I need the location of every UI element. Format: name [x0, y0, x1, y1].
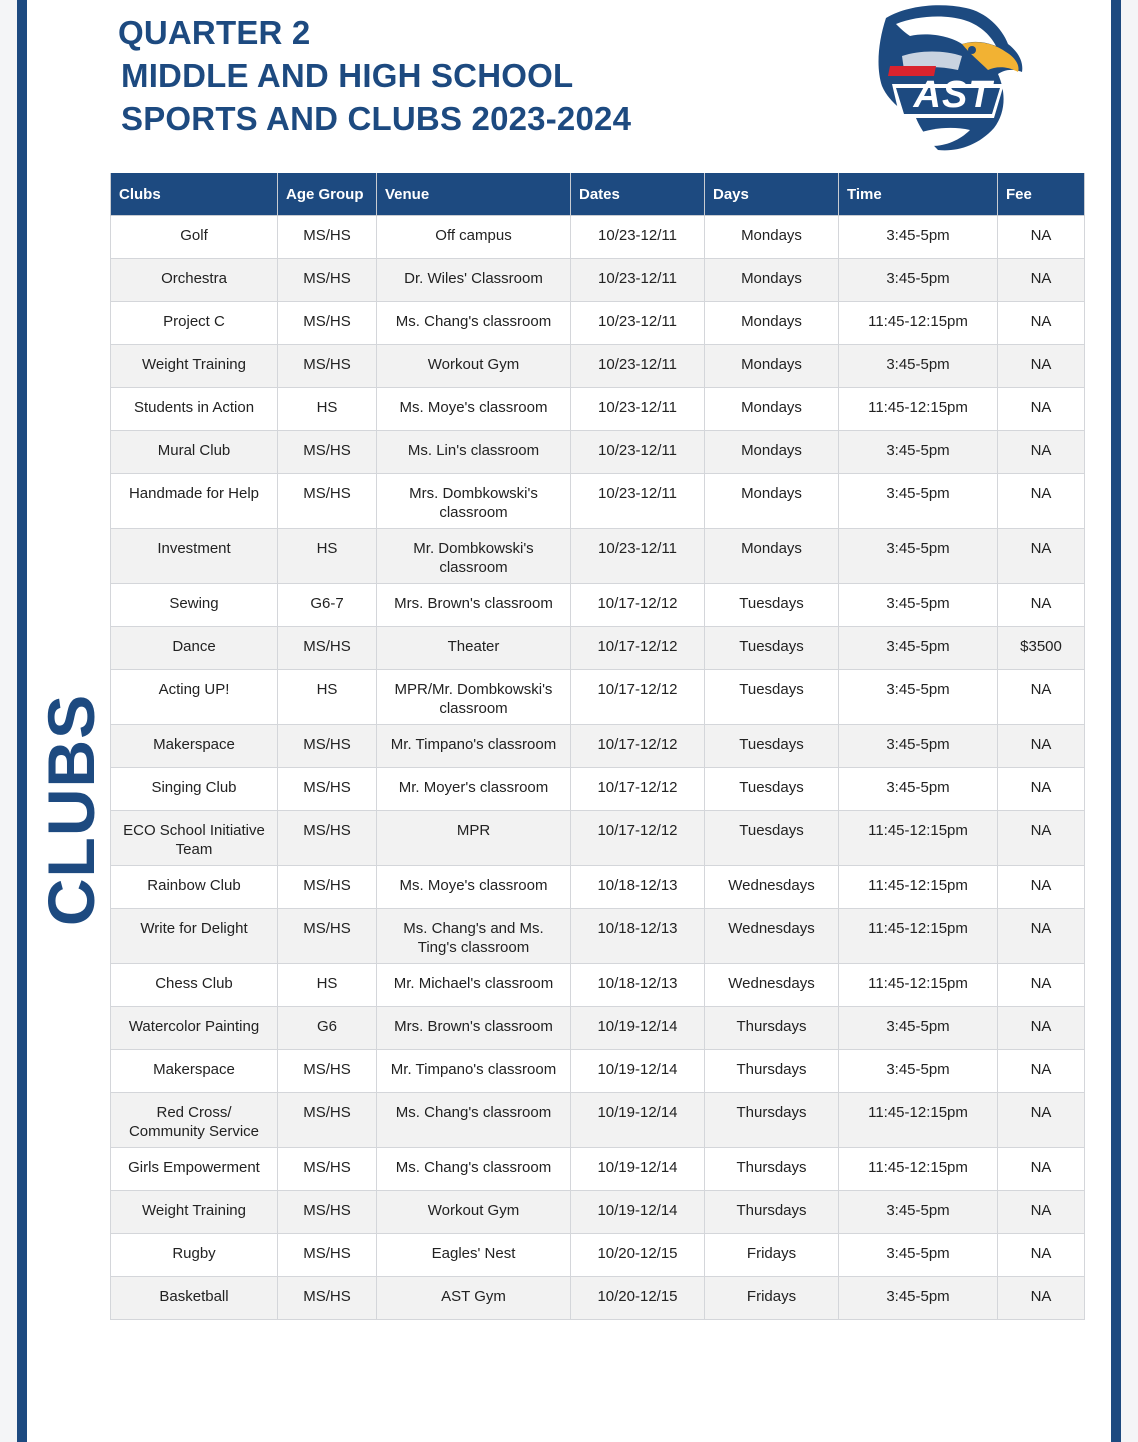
cell-days: Tuesdays	[705, 627, 839, 670]
cell-fee: NA	[998, 1234, 1085, 1277]
cell-dates: 10/23-12/11	[571, 216, 705, 259]
cell-days: Mondays	[705, 474, 839, 529]
cell-club: Singing Club	[111, 768, 278, 811]
table-row	[111, 725, 1085, 768]
cell-age-group: HS	[278, 670, 377, 725]
cell-days: Mondays	[705, 431, 839, 474]
cell-club: Orchestra	[111, 259, 278, 302]
cell-fee: NA	[998, 811, 1085, 866]
table-row	[111, 1050, 1085, 1093]
table-row	[111, 345, 1085, 388]
cell-age-group: MS/HS	[278, 725, 377, 768]
cell-dates: 10/17-12/12	[571, 725, 705, 768]
cell-venue: Mr. Timpano's classroom	[377, 1050, 571, 1093]
cell-club: Rugby	[111, 1234, 278, 1277]
cell-age-group: HS	[278, 388, 377, 431]
cell-venue: Workout Gym	[377, 345, 571, 388]
cell-venue: Ms. Moye's classroom	[377, 866, 571, 909]
cell-fee: NA	[998, 1050, 1085, 1093]
right-border-bar	[1111, 0, 1121, 1442]
cell-fee: NA	[998, 529, 1085, 584]
cell-fee: NA	[998, 964, 1085, 1007]
page-edge-left	[0, 0, 17, 1442]
cell-days: Mondays	[705, 259, 839, 302]
cell-age-group: MS/HS	[278, 431, 377, 474]
cell-days: Tuesdays	[705, 811, 839, 866]
cell-club: Rainbow Club	[111, 866, 278, 909]
cell-time: 3:45-5pm	[839, 584, 998, 627]
cell-fee: NA	[998, 259, 1085, 302]
cell-time: 3:45-5pm	[839, 1007, 998, 1050]
cell-fee: NA	[998, 1148, 1085, 1191]
cell-time: 3:45-5pm	[839, 529, 998, 584]
cell-time: 3:45-5pm	[839, 1277, 998, 1320]
cell-days: Mondays	[705, 529, 839, 584]
title-school: MIDDLE AND HIGH SCHOOL	[121, 57, 574, 94]
table-row	[111, 964, 1085, 1007]
cell-dates: 10/20-12/15	[571, 1234, 705, 1277]
table-row	[111, 529, 1085, 584]
title-quarter: QUARTER 2	[118, 14, 311, 51]
cell-days: Fridays	[705, 1277, 839, 1320]
cell-dates: 10/19-12/14	[571, 1191, 705, 1234]
table-row	[111, 388, 1085, 431]
cell-dates: 10/23-12/11	[571, 259, 705, 302]
cell-days: Fridays	[705, 1234, 839, 1277]
cell-club: Mural Club	[111, 431, 278, 474]
cell-time: 11:45-12:15pm	[839, 909, 998, 964]
cell-age-group: MS/HS	[278, 1191, 377, 1234]
column-header-time: Time	[839, 173, 998, 216]
cell-age-group: HS	[278, 964, 377, 1007]
cell-venue: Ms. Moye's classroom	[377, 388, 571, 431]
cell-days: Thursdays	[705, 1007, 839, 1050]
cell-venue: Mr. Michael's classroom	[377, 964, 571, 1007]
cell-dates: 10/17-12/12	[571, 811, 705, 866]
cell-fee: NA	[998, 1191, 1085, 1234]
left-border-bar	[17, 0, 27, 1442]
cell-dates: 10/18-12/13	[571, 964, 705, 1007]
cell-venue: Mrs. Brown's classroom	[377, 584, 571, 627]
cell-venue: Mr. Timpano's classroom	[377, 725, 571, 768]
cell-club: Dance	[111, 627, 278, 670]
cell-venue: Off campus	[377, 216, 571, 259]
cell-club: Students in Action	[111, 388, 278, 431]
cell-age-group: MS/HS	[278, 811, 377, 866]
cell-fee: NA	[998, 1277, 1085, 1320]
cell-time: 11:45-12:15pm	[839, 1093, 998, 1148]
column-header-days: Days	[705, 173, 839, 216]
cell-fee: NA	[998, 584, 1085, 627]
column-header-venue: Venue	[377, 173, 571, 216]
cell-age-group: MS/HS	[278, 1050, 377, 1093]
cell-time: 3:45-5pm	[839, 1191, 998, 1234]
page-edge-right	[1121, 0, 1138, 1442]
logo-text: AST	[913, 74, 993, 116]
cell-club: Project C	[111, 302, 278, 345]
cell-club: Basketball	[111, 1277, 278, 1320]
cell-age-group: MS/HS	[278, 866, 377, 909]
table-row	[111, 216, 1085, 259]
cell-fee: NA	[998, 866, 1085, 909]
cell-days: Wednesdays	[705, 909, 839, 964]
cell-dates: 10/20-12/15	[571, 1277, 705, 1320]
cell-time: 3:45-5pm	[839, 216, 998, 259]
cell-venue: Mrs. Dombkowski's classroom	[377, 474, 571, 529]
cell-fee: NA	[998, 909, 1085, 964]
cell-time: 3:45-5pm	[839, 670, 998, 725]
cell-time: 11:45-12:15pm	[839, 1148, 998, 1191]
cell-days: Wednesdays	[705, 964, 839, 1007]
cell-age-group: MS/HS	[278, 474, 377, 529]
table-row	[111, 811, 1085, 866]
cell-fee: NA	[998, 216, 1085, 259]
cell-time: 3:45-5pm	[839, 431, 998, 474]
cell-age-group: MS/HS	[278, 1234, 377, 1277]
cell-dates: 10/23-12/11	[571, 474, 705, 529]
cell-club: Chess Club	[111, 964, 278, 1007]
cell-venue: Eagles' Nest	[377, 1234, 571, 1277]
cell-fee: NA	[998, 431, 1085, 474]
cell-venue: Ms. Chang's classroom	[377, 1148, 571, 1191]
cell-venue: Mr. Dombkowski's classroom	[377, 529, 571, 584]
table-row	[111, 1277, 1085, 1320]
table-row	[111, 670, 1085, 725]
cell-dates: 10/17-12/12	[571, 768, 705, 811]
cell-dates: 10/18-12/13	[571, 866, 705, 909]
cell-dates: 10/17-12/12	[571, 670, 705, 725]
cell-fee: NA	[998, 474, 1085, 529]
cell-dates: 10/23-12/11	[571, 529, 705, 584]
cell-days: Tuesdays	[705, 670, 839, 725]
cell-time: 3:45-5pm	[839, 627, 998, 670]
cell-club: Golf	[111, 216, 278, 259]
cell-days: Tuesdays	[705, 768, 839, 811]
cell-days: Mondays	[705, 345, 839, 388]
cell-venue: Mrs. Brown's classroom	[377, 1007, 571, 1050]
table-row	[111, 302, 1085, 345]
cell-venue: Ms. Chang's classroom	[377, 302, 571, 345]
cell-days: Tuesdays	[705, 725, 839, 768]
cell-age-group: MS/HS	[278, 302, 377, 345]
cell-fee: NA	[998, 302, 1085, 345]
cell-club: Makerspace	[111, 1050, 278, 1093]
cell-days: Thursdays	[705, 1093, 839, 1148]
table-row	[111, 259, 1085, 302]
cell-time: 11:45-12:15pm	[839, 811, 998, 866]
cell-days: Thursdays	[705, 1050, 839, 1093]
cell-dates: 10/23-12/11	[571, 302, 705, 345]
cell-fee: NA	[998, 1007, 1085, 1050]
table-row	[111, 1093, 1085, 1148]
table-row	[111, 474, 1085, 529]
cell-dates: 10/17-12/12	[571, 627, 705, 670]
cell-club: ECO School Initiative Team	[111, 811, 278, 866]
cell-dates: 10/19-12/14	[571, 1007, 705, 1050]
cell-dates: 10/18-12/13	[571, 909, 705, 964]
cell-dates: 10/19-12/14	[571, 1093, 705, 1148]
cell-venue: MPR	[377, 811, 571, 866]
cell-time: 3:45-5pm	[839, 345, 998, 388]
cell-age-group: G6-7	[278, 584, 377, 627]
cell-club: Watercolor Painting	[111, 1007, 278, 1050]
cell-days: Wednesdays	[705, 866, 839, 909]
cell-club: Handmade for Help	[111, 474, 278, 529]
cell-venue: Ms. Chang's and Ms. Ting's classroom	[377, 909, 571, 964]
cell-days: Thursdays	[705, 1191, 839, 1234]
cell-age-group: MS/HS	[278, 345, 377, 388]
cell-age-group: MS/HS	[278, 216, 377, 259]
cell-time: 3:45-5pm	[839, 768, 998, 811]
cell-age-group: MS/HS	[278, 768, 377, 811]
cell-fee: NA	[998, 1093, 1085, 1148]
cell-days: Thursdays	[705, 1148, 839, 1191]
column-header-club: Clubs	[111, 173, 278, 216]
cell-age-group: MS/HS	[278, 627, 377, 670]
cell-age-group: MS/HS	[278, 1148, 377, 1191]
table-row	[111, 1234, 1085, 1277]
cell-time: 3:45-5pm	[839, 259, 998, 302]
cell-age-group: MS/HS	[278, 259, 377, 302]
cell-venue: Ms. Lin's classroom	[377, 431, 571, 474]
cell-club: Girls Empowerment	[111, 1148, 278, 1191]
cell-time: 11:45-12:15pm	[839, 388, 998, 431]
cell-venue: AST Gym	[377, 1277, 571, 1320]
cell-age-group: HS	[278, 529, 377, 584]
cell-venue: Mr. Moyer's classroom	[377, 768, 571, 811]
column-header-age-group: Age Group	[278, 173, 377, 216]
table-row	[111, 909, 1085, 964]
cell-time: 3:45-5pm	[839, 1050, 998, 1093]
table-header-row	[111, 173, 1085, 216]
cell-club: Weight Training	[111, 345, 278, 388]
table-row	[111, 431, 1085, 474]
cell-fee: NA	[998, 345, 1085, 388]
cell-venue: MPR/Mr. Dombkowski's classroom	[377, 670, 571, 725]
clubs-table	[110, 173, 1085, 1320]
side-label-text: CLUBS	[34, 693, 109, 927]
cell-club: Write for Delight	[111, 909, 278, 964]
cell-dates: 10/19-12/14	[571, 1148, 705, 1191]
cell-days: Tuesdays	[705, 584, 839, 627]
cell-club: Acting UP!	[111, 670, 278, 725]
cell-time: 3:45-5pm	[839, 474, 998, 529]
column-header-dates: Dates	[571, 173, 705, 216]
table-body	[111, 216, 1085, 1320]
cell-venue: Workout Gym	[377, 1191, 571, 1234]
table-row	[111, 768, 1085, 811]
cell-club: Makerspace	[111, 725, 278, 768]
cell-venue: Theater	[377, 627, 571, 670]
cell-days: Mondays	[705, 216, 839, 259]
cell-time: 11:45-12:15pm	[839, 964, 998, 1007]
cell-fee: NA	[998, 725, 1085, 768]
cell-time: 3:45-5pm	[839, 1234, 998, 1277]
cell-time: 11:45-12:15pm	[839, 302, 998, 345]
cell-dates: 10/23-12/11	[571, 345, 705, 388]
cell-club: Weight Training	[111, 1191, 278, 1234]
table-row	[111, 584, 1085, 627]
cell-dates: 10/19-12/14	[571, 1050, 705, 1093]
cell-time: 11:45-12:15pm	[839, 866, 998, 909]
cell-age-group: MS/HS	[278, 909, 377, 964]
cell-age-group: MS/HS	[278, 1093, 377, 1148]
cell-fee: NA	[998, 388, 1085, 431]
cell-venue: Dr. Wiles' Classroom	[377, 259, 571, 302]
cell-club: Red Cross/ Community Service	[111, 1093, 278, 1148]
cell-club: Investment	[111, 529, 278, 584]
cell-dates: 10/23-12/11	[571, 431, 705, 474]
title-program: SPORTS AND CLUBS 2023-2024	[121, 100, 632, 137]
cell-days: Mondays	[705, 302, 839, 345]
table-row	[111, 627, 1085, 670]
cell-time: 3:45-5pm	[839, 725, 998, 768]
cell-venue: Ms. Chang's classroom	[377, 1093, 571, 1148]
cell-club: Sewing	[111, 584, 278, 627]
cell-fee: NA	[998, 768, 1085, 811]
cell-dates: 10/23-12/11	[571, 388, 705, 431]
cell-age-group: MS/HS	[278, 1277, 377, 1320]
table-row	[111, 1148, 1085, 1191]
cell-days: Mondays	[705, 388, 839, 431]
table-row	[111, 1007, 1085, 1050]
cell-fee: $3500	[998, 627, 1085, 670]
column-header-fee: Fee	[998, 173, 1085, 216]
cell-fee: NA	[998, 670, 1085, 725]
table-row	[111, 1191, 1085, 1234]
cell-age-group: G6	[278, 1007, 377, 1050]
side-label	[34, 680, 109, 940]
table-row	[111, 866, 1085, 909]
cell-dates: 10/17-12/12	[571, 584, 705, 627]
